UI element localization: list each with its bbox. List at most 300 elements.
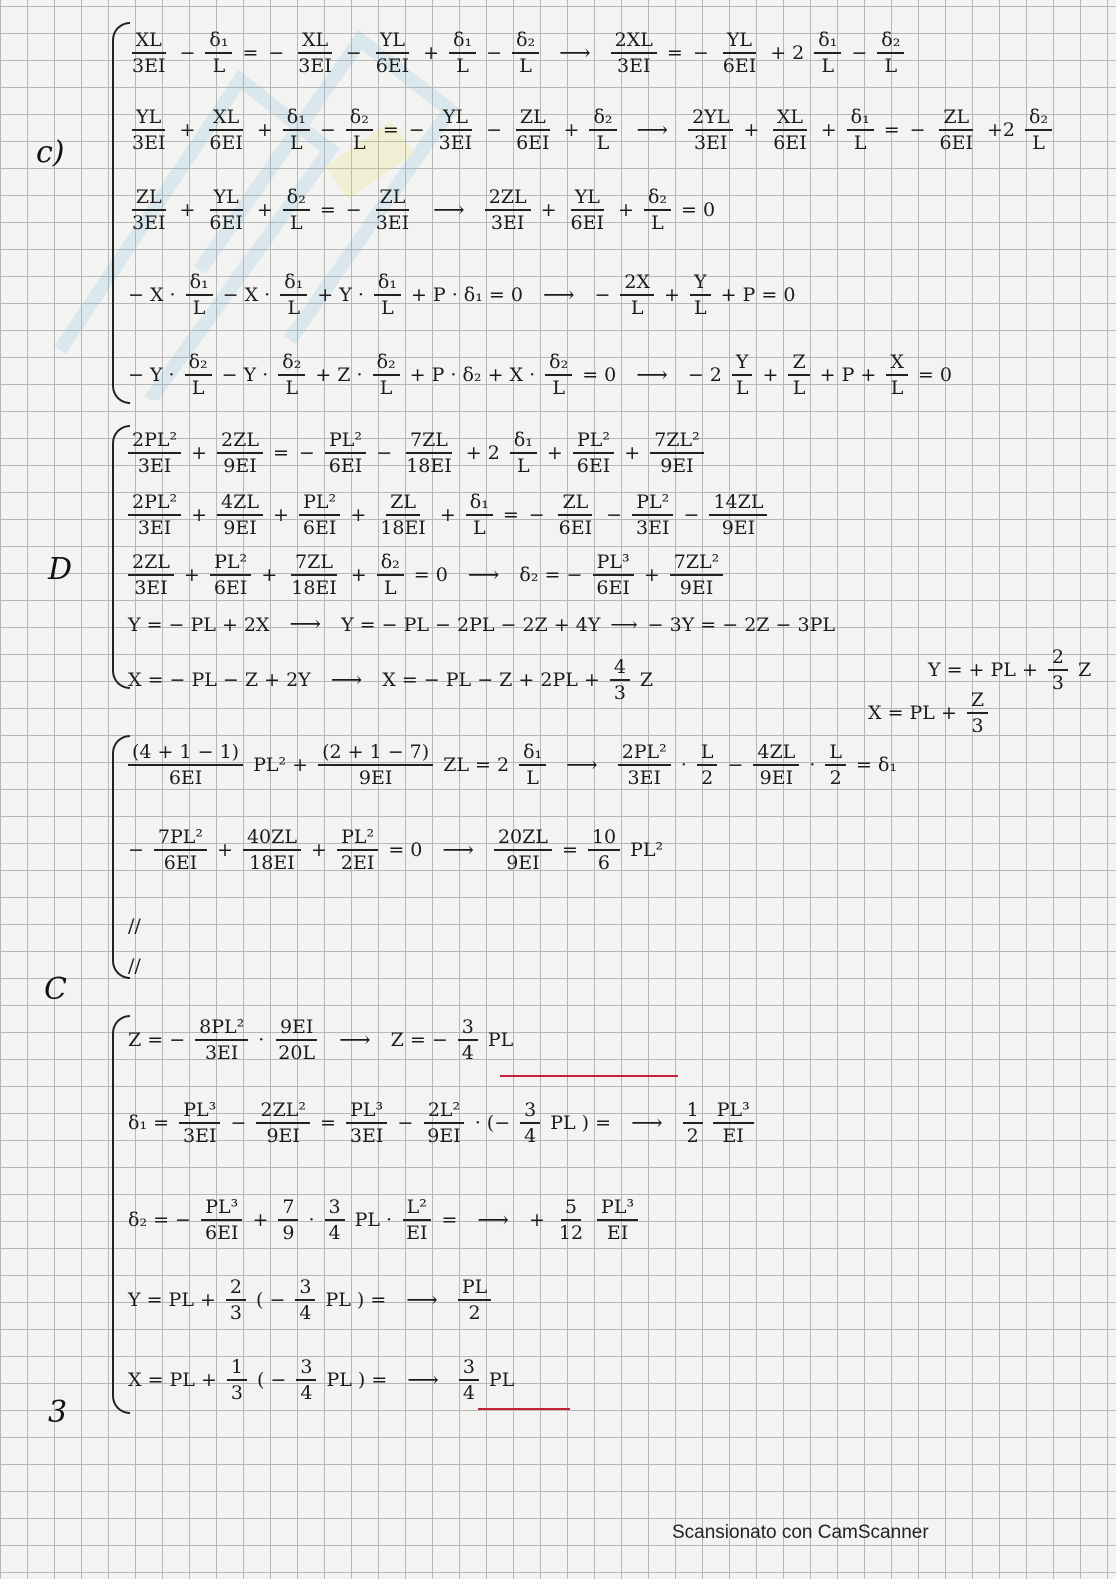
fraction [128, 428, 181, 478]
denominator: L [192, 297, 206, 319]
math-token: X = PL + [868, 702, 957, 724]
math-token: ⟶ [610, 613, 638, 636]
equation-result [459, 1355, 515, 1405]
fraction [243, 825, 301, 875]
equation-row [128, 612, 835, 637]
fraction [376, 490, 430, 540]
denominator: 18EI [380, 517, 426, 539]
equation-row [128, 490, 767, 540]
denominator: 2EI [340, 852, 375, 874]
math-token: + [272, 504, 289, 526]
numerator: 1 [227, 1355, 247, 1381]
math-token: · [308, 1209, 315, 1231]
math-token: + P · δ₁ = 0 [410, 284, 523, 306]
fraction [205, 105, 246, 155]
equation-left [128, 1275, 386, 1325]
equation-left [128, 270, 523, 320]
implies-arrow-icon: ⟶ [636, 362, 668, 388]
equation-left [128, 428, 704, 478]
fraction [466, 490, 493, 540]
fraction [294, 28, 335, 78]
fraction [485, 185, 531, 235]
math-token: − [298, 442, 315, 464]
numerator: Z [967, 688, 988, 714]
math-token: + [183, 564, 200, 586]
numerator: YL [132, 105, 165, 131]
denominator: 3EI [298, 55, 332, 77]
denominator: 18EI [406, 455, 452, 477]
equation-result [391, 1015, 514, 1065]
denominator: L [472, 517, 486, 539]
fraction [458, 1275, 491, 1325]
numerator: 9EI [276, 1015, 317, 1041]
fraction [274, 1015, 319, 1065]
numerator: 7ZL² [670, 550, 724, 576]
math-token: − [268, 42, 285, 64]
numerator: L [825, 740, 846, 766]
denominator: 3EI [438, 132, 473, 154]
equation-left [128, 105, 617, 155]
fraction [555, 1195, 587, 1245]
numerator: ZL [386, 490, 420, 516]
denominator: 3EI [132, 55, 166, 77]
equation-result [595, 270, 796, 320]
numerator: 3 [520, 1098, 540, 1124]
fraction [128, 185, 169, 235]
numerator: 2ZL [128, 550, 174, 576]
math-token: − [727, 754, 744, 776]
fraction [195, 1015, 248, 1065]
fraction [205, 28, 232, 78]
denominator: L [890, 377, 904, 399]
numerator: YL [571, 185, 604, 211]
equation-result [494, 825, 663, 875]
math-token: PL ) = [326, 1369, 388, 1391]
numerator: δ₂ [373, 350, 400, 376]
math-token: = [502, 504, 519, 526]
denominator: 2 [686, 1125, 699, 1147]
section-label: c) [36, 135, 65, 170]
denominator: L [191, 377, 205, 399]
fraction [402, 1195, 431, 1245]
math-token: ZL = 2 [443, 754, 510, 776]
denominator: 3EI [134, 577, 168, 599]
equation-row [128, 185, 715, 235]
fraction [589, 105, 616, 155]
math-token: = 0 [413, 564, 448, 586]
math-token: + [664, 284, 680, 306]
implies-arrow-icon: ⟶ [477, 1207, 509, 1233]
numerator: δ₁ [814, 28, 841, 54]
implies-arrow-icon: ⟶ [289, 612, 322, 637]
denominator: 6EI [302, 517, 337, 539]
fraction [1025, 105, 1052, 155]
numerator: δ₁ [205, 28, 232, 54]
denominator: 9EI [266, 1125, 300, 1147]
denominator: L [651, 212, 664, 234]
implies-arrow-icon: ⟶ [542, 282, 575, 308]
math-token: Y = − PL − 2PL − 2Z + 4Y [341, 613, 601, 636]
numerator: δ₁ [510, 428, 537, 454]
implies-arrow-icon: ⟶ [442, 837, 474, 863]
numerator: 2L² [424, 1098, 464, 1124]
numerator: δ₂ [589, 105, 616, 131]
implies-arrow-icon: ⟶ [330, 667, 363, 693]
fraction [283, 105, 310, 155]
fraction [402, 428, 456, 478]
denominator: L [853, 132, 867, 154]
fraction [458, 1015, 478, 1065]
math-token: δ₂ = − [128, 1209, 191, 1231]
fraction [769, 105, 810, 155]
numerator: 5 [561, 1195, 581, 1221]
math-token: PL [488, 1369, 515, 1391]
math-token: − [606, 504, 623, 526]
numerator: XL [298, 28, 332, 54]
math-token: + P = 0 [720, 284, 796, 306]
denominator: L [792, 377, 806, 399]
denominator: 3EI [375, 212, 410, 234]
denominator: 3EI [693, 132, 728, 154]
numerator: Y [732, 350, 753, 376]
denominator: L [596, 132, 610, 154]
math-token: X = PL + [128, 1369, 217, 1391]
denominator: 9EI [721, 517, 756, 539]
fraction [650, 428, 704, 478]
fraction [372, 28, 413, 78]
math-token: − 2 [687, 364, 722, 386]
denominator: 3 [613, 682, 626, 704]
numerator: PL³ [713, 1098, 754, 1124]
math-token: + Z · [315, 364, 363, 386]
math-token: − Y · [221, 364, 269, 386]
numerator: 3 [325, 1195, 345, 1221]
fraction [179, 1098, 220, 1148]
denominator: L [630, 297, 644, 319]
math-token: = 0 [388, 839, 423, 861]
math-token: ( − [256, 1289, 286, 1311]
equation-row [128, 105, 1052, 155]
numerator: 4ZL [753, 740, 799, 766]
numerator: PL² [573, 428, 614, 454]
numerator: 4ZL [217, 490, 263, 516]
equation-left [128, 350, 616, 400]
equation-left [128, 825, 422, 875]
fraction [372, 185, 413, 235]
fraction [753, 740, 799, 790]
numerator: Y [690, 270, 711, 296]
equation-row [128, 1015, 513, 1065]
fraction [185, 350, 212, 400]
fraction [644, 185, 671, 235]
numerator: PL³ [201, 1195, 242, 1221]
denominator: 4 [462, 1382, 475, 1404]
fraction [374, 270, 401, 320]
equation-result [688, 105, 1052, 155]
numerator: δ₂ [1025, 105, 1052, 131]
numerator: ZL [132, 185, 166, 211]
numerator: 2 [226, 1275, 246, 1301]
equation-row [128, 655, 653, 705]
denominator: 2 [829, 767, 842, 789]
numerator: δ₁ [449, 28, 476, 54]
denominator: 9EI [223, 517, 257, 539]
math-token: + [252, 1209, 269, 1231]
equation-result [529, 1195, 638, 1245]
math-token: PL ) = [325, 1289, 387, 1311]
fraction [690, 270, 711, 320]
numerator: XL [209, 105, 243, 131]
math-token: + Y · [317, 284, 364, 306]
denominator: 9EI [427, 1125, 461, 1147]
fraction [610, 655, 630, 705]
denominator: L [290, 212, 303, 234]
denominator: 9EI [679, 577, 714, 599]
implies-arrow-icon: ⟶ [406, 1287, 438, 1313]
numerator: YL [439, 105, 472, 131]
equation-row [128, 1275, 491, 1325]
fraction [732, 350, 753, 400]
fraction [713, 1098, 754, 1148]
equation-left [128, 490, 767, 540]
denominator: 18EI [249, 852, 295, 874]
numerator: XL [773, 105, 807, 131]
denominator: L [212, 55, 226, 77]
denominator: 3 [230, 1382, 243, 1404]
fraction [295, 1275, 315, 1325]
numerator: (4 + 1 − 1) [128, 740, 243, 766]
denominator: 3 [1051, 672, 1064, 694]
fraction [346, 1098, 387, 1148]
numerator: 14ZL [709, 490, 767, 516]
numerator: δ₁ [519, 740, 546, 766]
numerator: δ₂ [278, 350, 305, 376]
numerator: 1 [683, 1098, 703, 1124]
math-token: − [179, 42, 196, 64]
math-token: +2 [987, 119, 1016, 141]
math-token: X = − PL − Z + 2PL + [382, 669, 600, 691]
numerator: 2ZL [485, 185, 531, 211]
denominator: 3EI [137, 517, 172, 539]
math-token: X = − PL − Z + 2Y [128, 669, 311, 691]
math-token: = [319, 1112, 336, 1134]
numerator: δ₂ [185, 350, 212, 376]
math-token: = [382, 119, 399, 141]
denominator: 6EI [209, 132, 243, 154]
fraction [814, 28, 841, 78]
fraction [459, 1355, 479, 1405]
math-token: − X · [222, 284, 271, 306]
underline-x [478, 1408, 570, 1410]
equation-row [128, 740, 897, 790]
numerator: (2 + 1 − 7) [318, 740, 433, 766]
numerator: δ₂ [545, 350, 572, 376]
math-token: − [486, 42, 503, 64]
equation-result [688, 350, 952, 400]
math-token: − [345, 42, 362, 64]
math-token: − [408, 119, 425, 141]
math-token: − [528, 504, 545, 526]
math-token: − [486, 119, 503, 141]
equation-left [128, 185, 413, 235]
math-token: = [666, 42, 683, 64]
implies-arrow-icon: ⟶ [339, 1027, 371, 1053]
fraction [886, 350, 908, 400]
math-token: + [310, 839, 327, 861]
math-token: + [256, 199, 273, 221]
denominator: L [383, 577, 397, 599]
equation-row [128, 825, 663, 875]
denominator: 6EI [722, 55, 757, 77]
math-token: + [528, 1209, 545, 1231]
math-token: − X · [128, 284, 176, 306]
denominator: 9EI [223, 455, 257, 477]
math-token: − [909, 119, 926, 141]
numerator: L² [403, 1195, 431, 1221]
numerator: ZL [939, 105, 973, 131]
math-token: + [256, 119, 273, 141]
equation-result [683, 1098, 754, 1148]
math-token: = [561, 839, 578, 861]
numerator: Z [788, 350, 809, 376]
math-token: = [242, 42, 259, 64]
math-token: + 2 [770, 42, 805, 64]
numerator: δ₁ [283, 105, 310, 131]
denominator: 18EI [291, 577, 337, 599]
fraction [618, 740, 671, 790]
fraction [512, 28, 539, 78]
fraction [709, 490, 767, 540]
equation-result [611, 28, 905, 78]
fraction [287, 550, 341, 600]
fraction [520, 1098, 540, 1148]
numerator: 40ZL [243, 825, 301, 851]
fraction [688, 105, 733, 155]
denominator: 3EI [183, 1125, 217, 1147]
math-token: + [563, 119, 580, 141]
math-token: + [540, 199, 557, 221]
math-token: − [397, 1112, 414, 1134]
numerator: 20ZL [494, 825, 552, 851]
denominator: 6EI [168, 767, 203, 789]
math-token: PL² [630, 839, 664, 861]
implies-arrow-icon: ⟶ [566, 752, 598, 778]
math-token: // [128, 955, 141, 977]
denominator: 12 [558, 1222, 584, 1244]
numerator: PL² [325, 428, 366, 454]
denominator: 6EI [596, 577, 630, 599]
fraction [217, 490, 263, 540]
math-token: − [692, 42, 709, 64]
equation-result [485, 185, 715, 235]
math-token: Y = PL + [128, 1289, 216, 1311]
numerator: X [886, 350, 908, 376]
denominator: 4 [299, 1302, 312, 1324]
denominator: L [379, 377, 393, 399]
denominator: 6EI [213, 577, 248, 599]
equation-left [128, 915, 141, 937]
scanner-footer: Scansionato con CamScanner [672, 1522, 929, 1543]
numerator: 4 [610, 655, 630, 681]
fraction [205, 185, 246, 235]
equation-left [128, 955, 141, 977]
fraction [588, 825, 620, 875]
fraction [494, 825, 552, 875]
fraction [299, 490, 340, 540]
denominator: 6EI [939, 132, 973, 154]
math-token: Z [639, 669, 654, 691]
fraction [597, 1195, 638, 1245]
numerator: YL [723, 28, 756, 54]
fraction [201, 1195, 242, 1245]
fraction [620, 270, 654, 320]
math-token: δ₁ = [128, 1112, 170, 1134]
numerator: 3 [458, 1015, 478, 1041]
equation-row [128, 350, 952, 400]
implies-arrow-icon: ⟶ [467, 562, 500, 588]
equation-row [128, 1098, 754, 1148]
fraction [788, 350, 809, 400]
equation-row [128, 428, 704, 478]
numerator: PL² [337, 825, 378, 851]
numerator: PL [458, 1275, 491, 1301]
fraction [567, 185, 608, 235]
denominator: 4 [524, 1125, 537, 1147]
fraction [825, 740, 846, 790]
math-token: δ₂ = − [519, 564, 583, 586]
math-token: + [191, 504, 208, 526]
numerator: δ₂ [283, 185, 310, 211]
equation-left [128, 740, 546, 790]
numerator: 7ZL [406, 428, 452, 454]
denominator: 6EI [204, 1222, 239, 1244]
denominator: 6EI [375, 55, 410, 77]
equation-result [458, 1275, 491, 1325]
fraction [377, 550, 404, 600]
equation-row [128, 28, 904, 78]
math-token: − [683, 504, 700, 526]
numerator: δ₁ [847, 105, 874, 131]
fraction [877, 28, 904, 78]
denominator: 6EI [773, 132, 807, 154]
fraction [217, 428, 263, 478]
numerator: PL² [210, 550, 251, 576]
math-token: + [350, 564, 367, 586]
denominator: EI [406, 1222, 428, 1244]
math-token: + [179, 119, 196, 141]
math-token: + [743, 119, 760, 141]
fraction [325, 428, 366, 478]
math-token: + [624, 442, 641, 464]
denominator: 2 [468, 1302, 481, 1324]
math-token: − Y · [128, 364, 175, 386]
math-token: − [319, 119, 336, 141]
numerator: XL [132, 28, 166, 54]
denominator: 3EI [137, 455, 172, 477]
fraction [210, 550, 251, 600]
implies-arrow-icon: ⟶ [631, 1110, 663, 1136]
numerator: 2PL² [618, 740, 671, 766]
fraction [128, 105, 169, 155]
denominator: 20L [278, 1042, 316, 1064]
denominator: 6EI [516, 132, 550, 154]
math-token: · [680, 754, 687, 776]
equation-row [128, 1355, 514, 1405]
denominator: 4 [300, 1382, 313, 1404]
fraction [435, 105, 476, 155]
numerator: 7 [278, 1195, 298, 1221]
denominator: 9EI [759, 767, 794, 789]
